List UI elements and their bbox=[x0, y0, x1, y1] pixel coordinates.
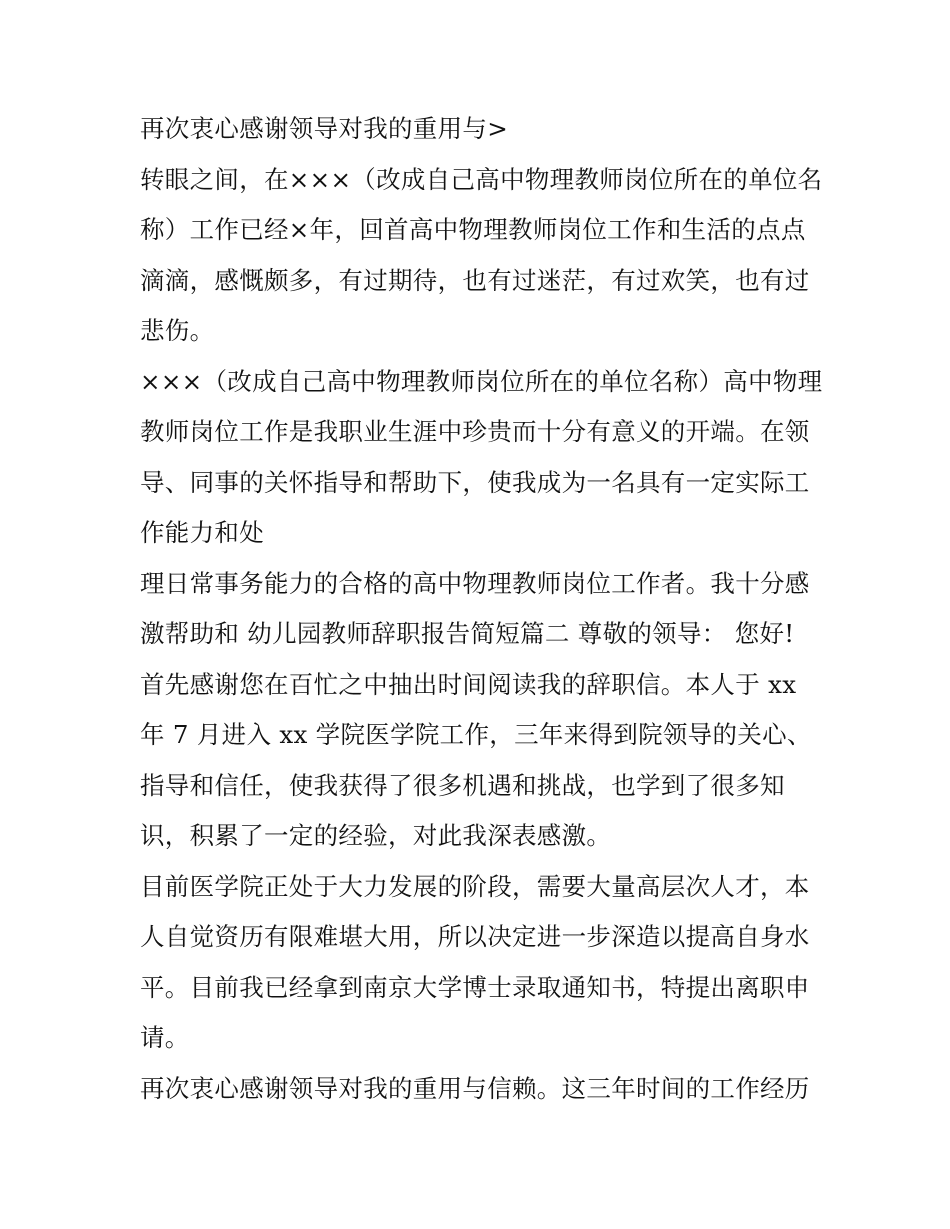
text-line: 悲伤。 bbox=[140, 316, 215, 345]
text-line: 首先感谢您在百忙之中抽出时间阅读我的辞职信。本人于 xx bbox=[140, 669, 797, 699]
text-line: 再次衷心感谢领导对我的重用与信赖。这三年时间的工作经历 bbox=[140, 1073, 810, 1103]
text-line: 识，积累了一定的经验，对此我深表感激。 bbox=[140, 821, 612, 850]
text-line: 称）工作已经×年，回首高中物理教师岗位工作和生活的点点 bbox=[140, 215, 806, 244]
text-line: 激帮助和 幼儿园教师辞职报告简短篇二 尊敬的领导： 您好! bbox=[140, 619, 795, 648]
text-line: 转眼之间，在×××（改成自己高中物理教师岗位所在的单位名 bbox=[140, 164, 823, 194]
text-line: 年 7 月进入 xx 学院医学院工作，三年来得到院领导的关心、 bbox=[140, 720, 812, 749]
document-body bbox=[140, 104, 823, 1114]
text-line: 作能力和处 bbox=[140, 518, 264, 547]
text-line: 导、同事的关怀指导和帮助下，使我成为一名具有一定实际工 bbox=[140, 467, 810, 497]
text-line: 理日常事务能力的合格的高中物理教师岗位工作者。我十分感 bbox=[140, 568, 810, 598]
text-line: 再次衷心感谢领导对我的重用与> bbox=[140, 114, 509, 143]
text-line: 人自觉资历有限难堪大用，所以决定进一步深造以提高自身水 bbox=[140, 922, 810, 951]
text-line: 指导和信任，使我获得了很多机遇和挑战，也学到了很多知 bbox=[140, 770, 785, 800]
text-line: 目前医学院正处于大力发展的阶段，需要大量高层次人才，本 bbox=[140, 871, 810, 901]
text-line: ×××（改成自己高中物理教师岗位所在的单位名称）高中物理 bbox=[140, 366, 823, 396]
text-line: 平。目前我已经拿到南京大学博士录取通知书，特提出离职申 bbox=[140, 972, 810, 1002]
text-line: 教师岗位工作是我职业生涯中珍贵而十分有意义的开端。在领 bbox=[140, 417, 810, 446]
text-line: 滴滴，感慨颇多，有过期待，也有过迷茫，有过欢笑，也有过 bbox=[140, 265, 810, 295]
text-line: 请。 bbox=[140, 1023, 190, 1052]
